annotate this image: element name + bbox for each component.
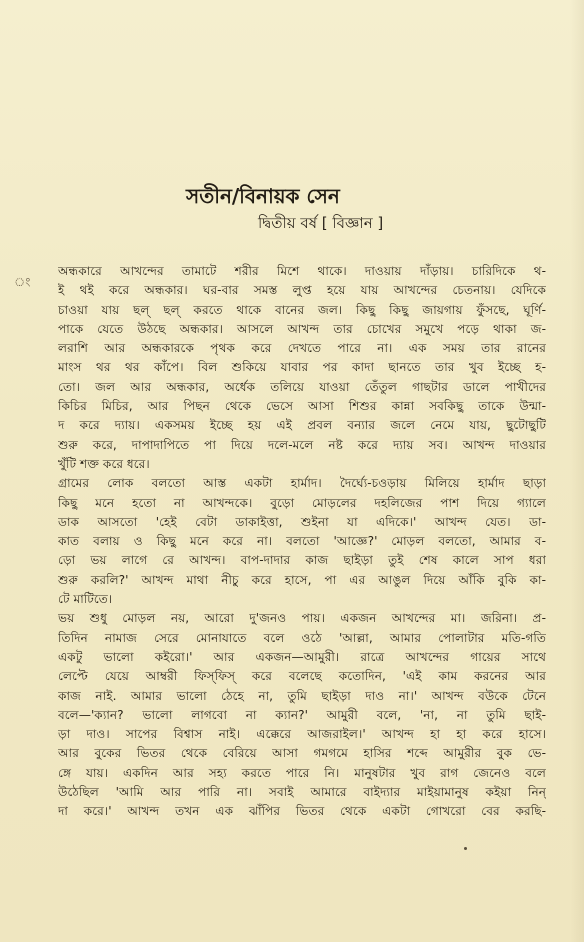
body-line: লরাশি আর অন্ধকারকে পৃথক করে দেখতে পারে না। এক সময় তার রানের [58,341,546,356]
body-line: মাংস থর থর কাঁপে। বিল শুকিয়ে যাবার পর কাদা ছানতে তার খুব ইচ্ছে হ- [58,360,546,375]
body-line: কিছু মনে হতো না আখন্দকে। বুড়ো মোড়লের দহলিজের পাশ দিয়ে গ্যালে [58,495,546,510]
body-line: কিচির মিচির, আর পিছন থেকে ভেসে আসা শিশুর কান্না সবকিছু তাকে উন্মা- [58,399,546,414]
body-line: খুঁটি শক্ত করে ধরে। [58,456,150,471]
body-line: শুরু করলি?' আখন্দ মাথা নীচু করে হাসে, পা এর আঙুল দিয়ে আঁকি বুকি কা- [58,572,546,587]
author-class-line: দ্বিতীয় বর্ষ [ বিজ্ঞান ] [258,214,384,232]
article-title: সতীন/বিনায়ক সেন [186,184,340,208]
body-line: কাত বলায় ও কিছু মনে করে না। বলতো 'আজ্ঞে?' মোড়ল বলতো, আমার ব- [58,534,546,549]
body-line: একটু ভালো কইরো।' আর একজন—আমুরী। রাত্রে আখন্দের গায়ের সাথে [58,649,546,664]
story-body [58,262,546,822]
body-line: ঙ্গে যায়। একদিন আর সহ্য করতে পারে নি। মানুষটার খুব রাগ জেনেও বলে [58,765,546,780]
body-line: ড়ো ভয় লাগে রে আখন্দ। বাপ-দাদার কাজ ছাইড়া তুই শেষ কালে সাপ ধরা [58,553,546,568]
body-line: দা করে।' আখন্দ তখন এক ঝাঁপির ভিতর থেকে একটা গোখরো বের করছি- [58,804,546,819]
body-line: উঠেছিল 'আমি আর পারি না। সবাই আমারে বাইদ্যার মাইয়ামানুষ কইয়া নিন্ [58,785,546,800]
ink-dot [464,847,467,850]
body-line: গ্রামের লোক বলতো আস্ত একটা হার্মাদ। দৈর্ঘ্যে-চওড়ায় মিলিয়ে হার্মাদ ছাড়া [58,476,546,491]
body-line: আর বুকের ভিতর থেকে বেরিয়ে আসা গমগমে হাসির শব্দে আমুরীর বুক ভে- [58,746,546,761]
body-line: তিদিন নামাজ সেরে মোনাযাতে বলে ওঠে 'আল্লা, আমার পোলাটার মতি-গতি [58,630,546,645]
body-line: ড়া দাও। সাপের বিশ্বাস নাই। এক্কেরে আজরাইল।' আখন্দ হা হা করে হাসে। [58,727,546,742]
body-line: কাজ নাই. আমার ভালো ঠেহে না, তুমি ছাইড়া দাও না।' আখন্দ বউকে টেনে [58,688,546,703]
body-line: ই থই করে অন্ধকার। ঘর-বার সমস্ত লুপ্ত হয়ে যায় আখন্দের চেতনায়। যেদিকে [58,283,546,298]
body-line: লেপ্টে যেয়ে আম্বরী ফিস্‌ফিস্ করে বলেছে কতোদিন, 'এই কাম করনের আর [58,669,546,684]
body-line: তো। জল আর অন্ধকার, অর্ধেক তলিয়ে যাওয়া তেঁতুল গাছটার ডালে পাখীদের [58,379,546,394]
body-line: চাওয়া যায় ছল্ ছল্ করতে থাকে বানের জল। কিছু কিছু জায়গায় ফুঁসছে, ঘূর্ণি- [58,302,546,317]
body-line: ডাক আসতো 'হেই বেটা ডাকাইত্তা, শুইনা যা এদিকে।' আখন্দ যেত। ডা- [58,514,546,529]
body-line: অন্ধকারে আখন্দের তামাটে শরীর মিশে থাকে। দাওয়ায় দাঁড়ায়। চারিদিকে থ- [58,264,546,278]
body-line: পাকে যেতে উঠছে অন্ধকার। আসলে আখন্দ তার চোখের সমুখে পড়ে থাকা জ- [58,321,546,336]
body-line: শুরু করে, দাপাদাপিতে পা দিয়ে দলে-মলে নষ্ট করে দ্যায় সব। আখন্দ দাওয়ার [58,437,546,452]
body-line: দ করে দ্যায়। একসময় ইচ্ছে হয় এই প্রবল বন্যার জলে নেমে যায়, ছুটোছুটি [58,418,546,433]
margin-mark: ং [14,275,31,289]
body-line: বলে—'ক্যান? ভালো লাগবো না ক্যান?' আমুরী বলে, 'না, না তুমি ছাই- [58,707,546,722]
body-line: টে মাটিতে। [58,592,113,607]
body-line: ভয় শুধু মোড়ল নয়, আরো দু'জনও পায়। একজন আখন্দের মা। জরিনা। প্র- [58,611,546,626]
